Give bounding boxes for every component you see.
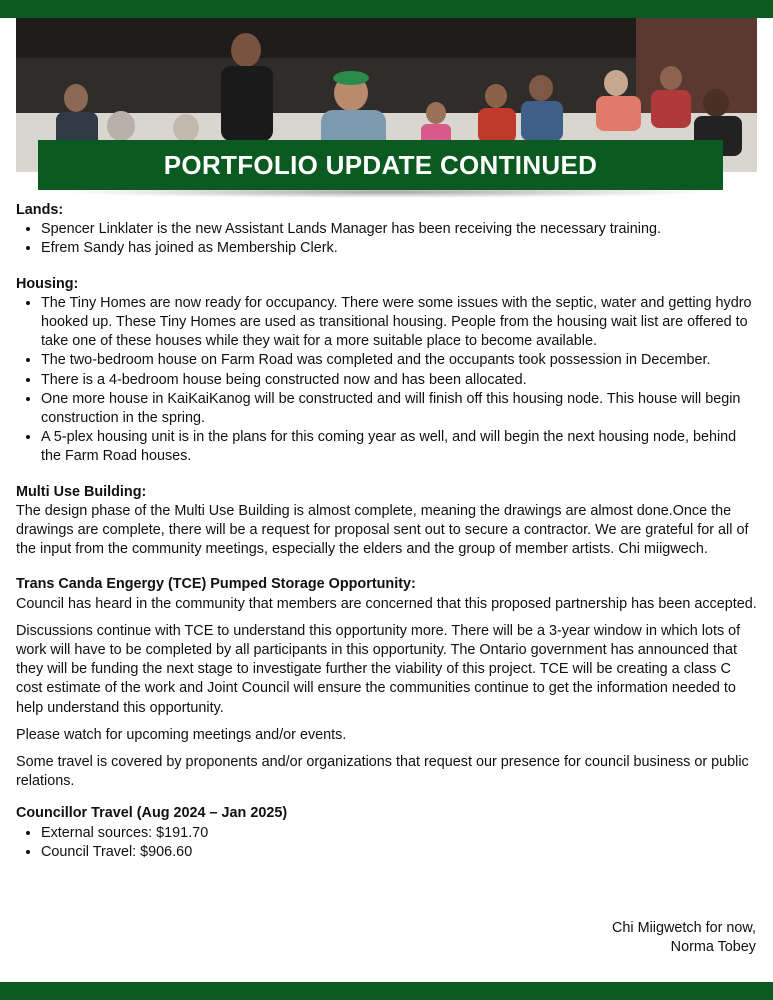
article-body <box>16 201 757 862</box>
tce-heading: Trans Canda Engergy (TCE) Pumped Storage Opportunity: <box>16 576 416 593</box>
list-item: • External sources: $191.70 <box>41 824 757 843</box>
bottom-green-bar <box>0 982 773 1000</box>
page-title: PORTFOLIO UPDATE CONTINUED <box>163 149 598 180</box>
signoff-name: Norma Tobey <box>670 939 756 956</box>
list-item: • One more house in KaiKaiKanog will be constructed and will finish off this housing node. This house will begin construction in the spring. <box>41 390 757 428</box>
list-item: • The two-bedroom house on Farm Road was completed and the occupants took possession in December. <box>41 351 757 370</box>
list-item: • There is a 4-bedroom house being constructed now and has been allocated. <box>41 371 757 390</box>
housing-heading: Housing: <box>16 275 79 292</box>
tce-paragraph-3: Please watch for upcoming meetings and/or events. <box>16 726 347 743</box>
multi-use-heading: Multi Use Building: <box>16 483 147 500</box>
travel-heading: Councillor Travel (Aug 2024 – Jan 2025) <box>16 805 288 822</box>
tce-paragraph-4: Some travel is covered by proponents and/or organizations that request our presence for council business or public relations. <box>16 754 749 790</box>
list-item: • Council Travel: $906.60 <box>41 843 757 862</box>
signoff <box>612 919 756 957</box>
travel-list <box>16 824 757 862</box>
signoff-line: Chi Miigwetch for now, <box>612 920 756 936</box>
list-item: • Efrem Sandy has joined as Membership Clerk. <box>41 239 757 258</box>
list-item: • The Tiny Homes are now ready for occupancy. There were some issues with the septic, water and getting hydro hooked up. These Tiny Homes are used as transitional housing. People from the housing wait list are offered to take one of these houses while they wait for a more suitable place to become available. <box>41 294 757 352</box>
housing-list <box>16 294 757 467</box>
top-green-bar <box>0 0 773 18</box>
list-item: • Spencer Linklater is the new Assistant Lands Manager has been receiving the necessary training. <box>41 220 757 239</box>
tce-paragraph-2: Discussions continue with TCE to understand this opportunity more. There will be a 3-year window in which lots of work will have to be completed by all participants in this opportunity. The Ontario government has announced that they will be funding the next stage to investigate further the viability of this project. TCE will be creating a class C cost estimate of the work and Joint Council will ensure the communities continue to get the information needed to help understand this opportunity. <box>16 622 741 716</box>
multi-use-paragraph: The design phase of the Multi Use Building is almost complete, meaning the drawings are almost done.Once the drawings are complete, there will be a request for proposal sent out to secure a contractor. We are grateful for all of the input from the community meetings, especially the elders and the group of member artists. Chi miigwech. <box>16 502 749 558</box>
list-item: • A 5-plex housing unit is in the plans for this coming year as well, and will begin the next housing node, behind the Farm Road houses. <box>41 428 757 466</box>
lands-list <box>16 220 757 258</box>
lands-heading: Lands: <box>16 202 64 218</box>
title-banner <box>38 140 723 190</box>
tce-paragraph-1: Council has heard in the community that members are concerned that this proposed partnership has been accepted. <box>16 595 757 612</box>
